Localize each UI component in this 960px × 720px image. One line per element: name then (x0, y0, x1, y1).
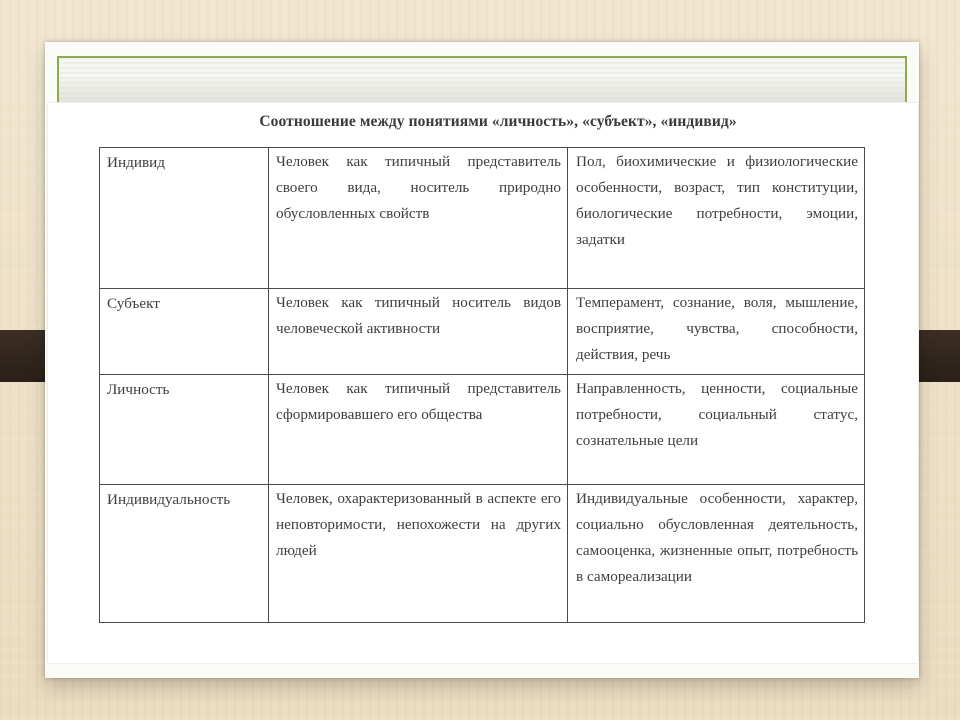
features-cell: Пол, биохимические и физиологические особенности, возраст, тип конституции, биологические потребности, эмоции, задатки (568, 148, 865, 289)
definition-cell: Человек как типичный представитель своего вида, носитель природно обусловленных свойств (269, 148, 568, 289)
term-cell: Субъект (100, 289, 269, 375)
term-cell: Индивид (100, 148, 269, 289)
concepts-table (99, 147, 865, 623)
document-title: Соотношение между понятиями «личность», «субъект», «индивид» (259, 113, 737, 130)
slide-title-placeholder (57, 56, 907, 102)
features-cell: Индивидуальные особенности, характер, социально обусловленная деятельность, самооценка, жизненные опыт, потребность в самореализации (568, 485, 865, 623)
table-row (100, 289, 865, 375)
features-cell: Направленность, ценности, социальные потребности, социальный статус, сознательные цели (568, 375, 865, 485)
table-row (100, 148, 865, 289)
definition-cell: Человек как типичный представитель сформировавшего его общества (269, 375, 568, 485)
scanned-document (48, 103, 918, 663)
definition-cell: Человек как типичный носитель видов человеческой активности (269, 289, 568, 375)
table-row (100, 375, 865, 485)
features-cell: Темперамент, сознание, воля, мышление, восприятие, чувства, способности, действия, речь (568, 289, 865, 375)
term-cell: Личность (100, 375, 269, 485)
table-row (100, 485, 865, 623)
term-cell: Индивидуальность (100, 485, 269, 623)
definition-cell: Человек, охарактеризованный в аспекте его неповторимости, непохожести на других людей (269, 485, 568, 623)
